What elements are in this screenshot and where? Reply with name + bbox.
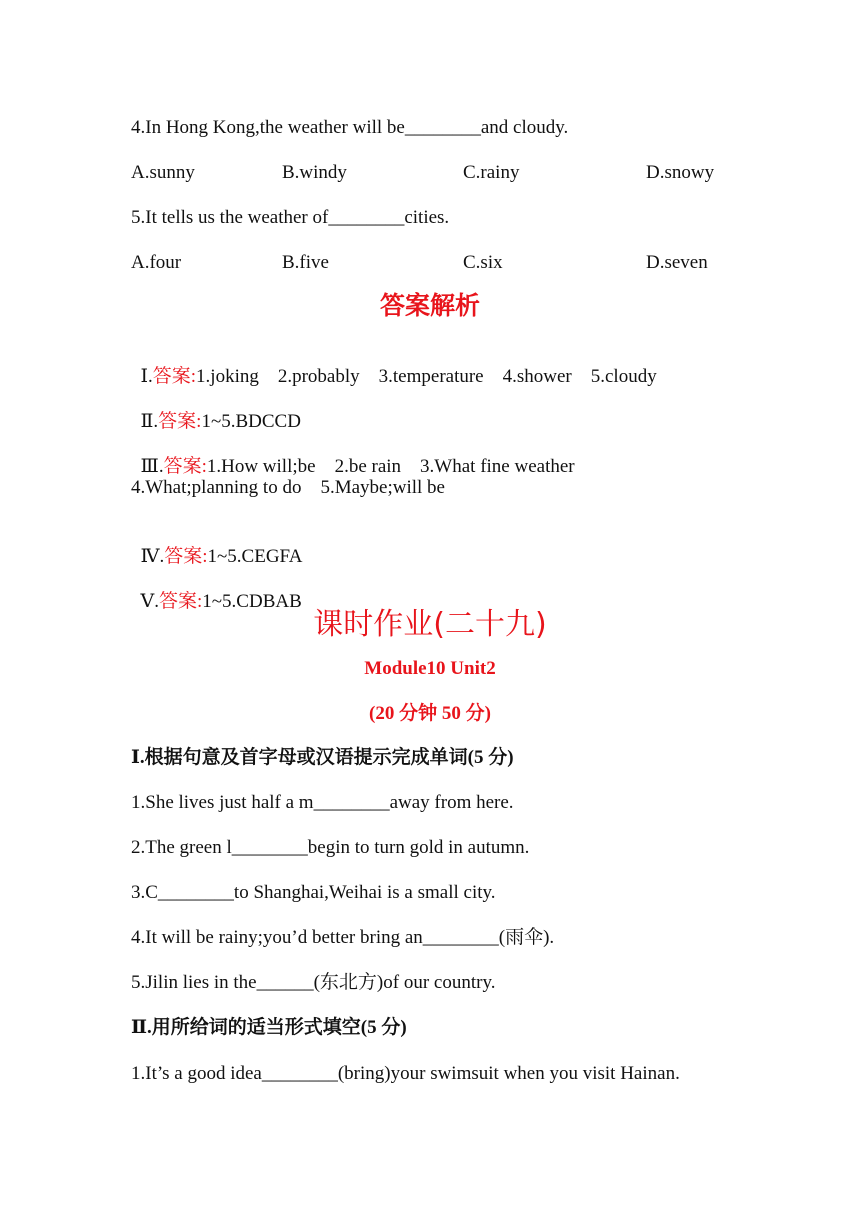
q5-option-b: B.five (282, 252, 329, 273)
q4-option-d: D.snowy (646, 162, 715, 183)
section-2-heading: Ⅱ.用所给词的适当形式填空(5 分) (131, 1017, 407, 1038)
answer-row-2 (131, 386, 301, 434)
section-1-item-5: 5.Jilin lies in the______(东北方)of our country. (131, 972, 496, 993)
answers-heading: 答案解析 (379, 291, 480, 320)
answer-row-1-text: 1.joking 2.probably 3.temperature 4.shower 5.cloudy (196, 366, 657, 387)
answer-row-1 (131, 341, 657, 389)
answer-label-5: 答案: (158, 591, 203, 612)
section-1-item-2: 2.The green l________begin to turn gold in autumn. (131, 837, 530, 858)
answer-label-3: 答案: (163, 456, 207, 477)
answer-row-1-num: Ⅰ. (140, 366, 153, 387)
answer-label-4: 答案: (164, 546, 208, 567)
answer-row-5 (131, 566, 302, 614)
section-1-heading: Ⅰ.根据句意及首字母或汉语提示完成单词(5 分) (131, 747, 514, 768)
q4-option-a: A.sunny (131, 162, 195, 183)
q4-option-c: C.rainy (463, 162, 520, 183)
q5-option-d: D.seven (646, 252, 708, 273)
answer-row-3-cont: 4.What;planning to do 5.Maybe;will be (131, 477, 445, 498)
answer-row-4-num: Ⅳ. (140, 546, 165, 567)
section-1-item-3: 3.C________to Shanghai,Weihai is a small city. (131, 882, 496, 903)
module-unit: Module10 Unit2 (364, 658, 496, 679)
answer-row-3 (131, 431, 575, 479)
homework-title: 课时作业(二十九) (313, 607, 547, 642)
answer-row-3-text: 1.How will;be 2.be rain 3.What fine weather (206, 456, 575, 477)
answer-row-2-text: 1~5.BDCCD (201, 411, 301, 432)
section-1-item-1: 1.She lives just half a m________away from here. (131, 792, 514, 813)
section-2-item-1: 1.It’s a good idea________(bring)your swimsuit when you visit Hainan. (131, 1063, 680, 1084)
answer-row-5-text: 1~5.CDBAB (202, 591, 302, 612)
section-1-item-4: 4.It will be rainy;you’d better bring an________(雨伞). (131, 927, 555, 948)
answer-label-1: 答案: (152, 366, 197, 387)
answer-row-5-num: Ⅴ. (140, 591, 159, 612)
answer-row-3-num: Ⅲ. (140, 456, 164, 477)
q5-option-a: A.four (131, 252, 182, 273)
time-score: (20 分钟 50 分) (369, 703, 491, 724)
q4-option-b: B.windy (282, 162, 347, 183)
q5-option-c: C.six (463, 252, 503, 273)
answer-label-2: 答案: (158, 411, 202, 432)
answer-row-4 (131, 521, 302, 569)
question-4: 4.In Hong Kong,the weather will be________and cloudy. (131, 117, 569, 138)
question-5: 5.It tells us the weather of________cities. (131, 207, 450, 228)
answer-row-4-text: 1~5.CEGFA (207, 546, 303, 567)
answer-row-2-num: Ⅱ. (140, 411, 159, 432)
